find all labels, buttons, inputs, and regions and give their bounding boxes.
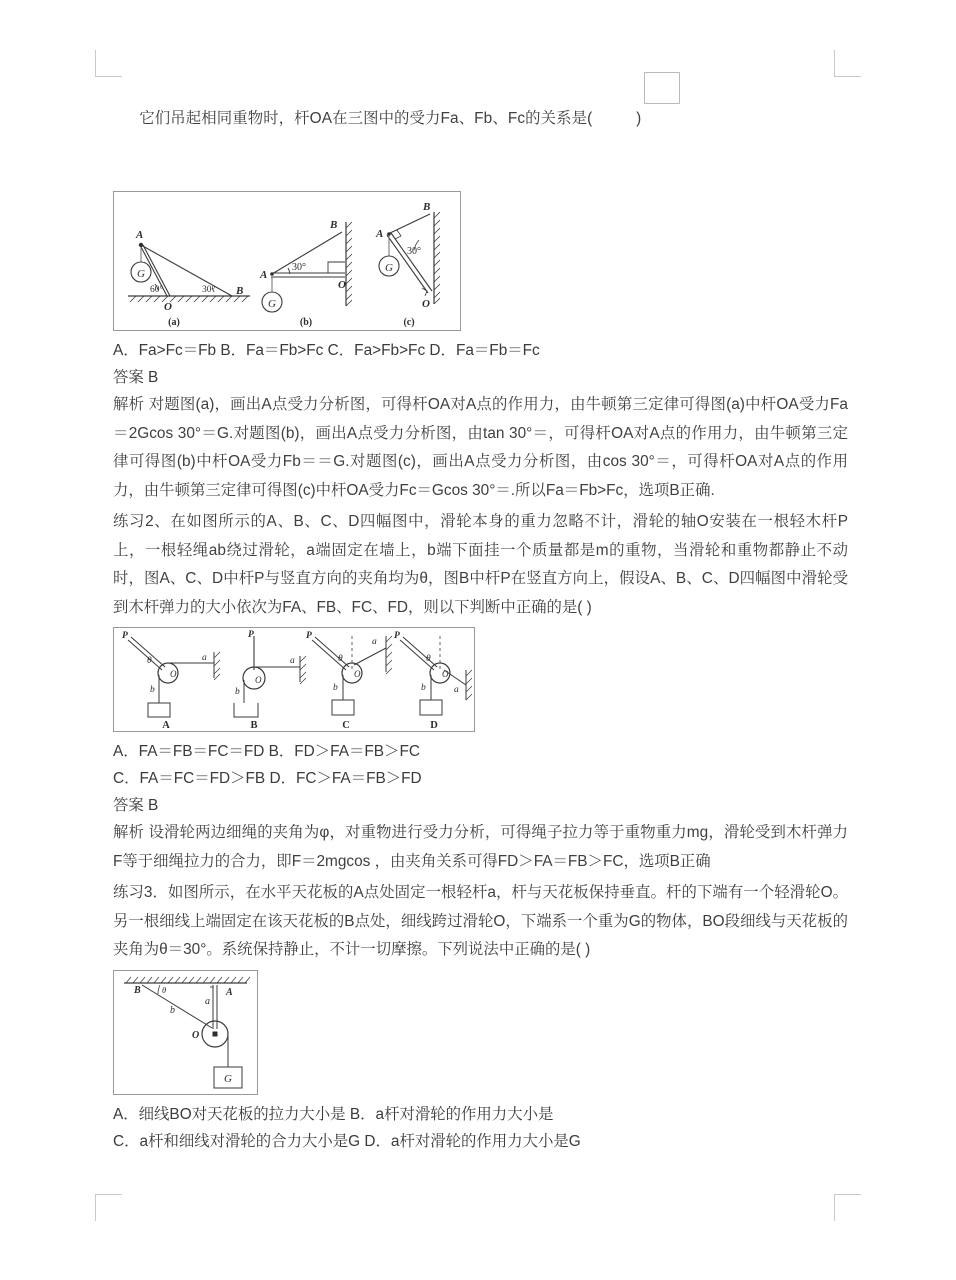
svg-text:b: b: [333, 683, 338, 693]
svg-text:b: b: [421, 683, 426, 693]
svg-text:θ: θ: [162, 984, 167, 995]
q2-figure-wrap: [113, 627, 848, 732]
svg-text:b: b: [150, 685, 155, 695]
svg-text:B: B: [134, 984, 141, 996]
svg-text:θ: θ: [338, 654, 343, 664]
svg-text:G: G: [137, 268, 145, 280]
svg-text:a: a: [372, 637, 377, 647]
svg-text:P: P: [394, 631, 400, 641]
svg-text:30°: 30°: [407, 246, 421, 257]
svg-text:O: O: [164, 301, 172, 313]
svg-text:B: B: [423, 201, 431, 213]
q1-answer: 答案 B: [113, 369, 159, 386]
svg-text:θ: θ: [147, 656, 152, 666]
q1-analysis: 解析 对题图(a)，画出A点受力分析图，可得杆OA对A点的作用力，由牛顿第三定律可得图(a)中杆OA受力Fa＝2Gcos 30°＝G.对题图(b)，画出A点受力分析图，由tan 30°＝，可得杆OA对A点的作用力，由牛顿第三定律可得图(b)中杆OA受力Fb＝＝G.对题图(c)，画出A点受力分析图，由cos 30°＝，可得杆OA对A点的作用力，由牛顿第三定律可得图(c)中杆OA受力Fc＝Gcos 30°＝.所以Fa＝Fb>Fc，选项B正确.: [113, 396, 848, 499]
svg-text:A: A: [136, 229, 144, 241]
svg-text:a: a: [454, 685, 459, 695]
svg-text:O: O: [338, 279, 346, 291]
svg-text:B: B: [250, 720, 258, 731]
q2-options-line1: A．FA＝FB＝FC＝FD B．FD＞FA＝FB＞FC: [113, 743, 420, 760]
svg-text:(c): (c): [403, 317, 415, 328]
three-rod-diagrams-svg: [114, 192, 460, 330]
svg-text:O: O: [422, 298, 430, 310]
svg-text:O: O: [442, 669, 449, 679]
crop-mark-top-left: [95, 50, 122, 77]
q3-options-line2: C．a杆和细线对滑轮的合力大小是G D．a杆对滑轮的作用力大小是G: [113, 1132, 581, 1150]
q1-options: A．Fa>Fc＝Fb B．Fa＝Fb>Fc C．Fa>Fb>Fc D．Fa＝Fb＝Fc: [113, 342, 540, 359]
q1-figure-wrap: [113, 191, 848, 331]
ceiling-pulley-diagram-svg: [114, 971, 257, 1094]
document-content: [113, 78, 848, 1155]
q1-figure: [113, 191, 461, 331]
q3-options-line1: A．细线BO对天花板的拉力大小是 B．a杆对滑轮的作用力大小是: [113, 1105, 554, 1123]
four-pulley-diagrams-svg: [114, 628, 474, 731]
svg-text:A: A: [226, 986, 233, 998]
q3-stem: 练习3．如图所示，在水平天花板的A点处固定一根轻杆a，杆与天花板保持垂直。杆的下端有一个轻滑轮O。另一根细线上端固定在该天花板的B点处，细线跨过滑轮O，下端系一个重为G的物体，BO段细线与天花板的夹角为θ＝30°。系统保持静止，不计一切摩擦。下列说法中正确的是( ): [113, 884, 848, 958]
q2-figure: [113, 627, 475, 732]
svg-text:G: G: [385, 262, 393, 274]
svg-text:O: O: [192, 1029, 200, 1041]
svg-text:P: P: [248, 630, 254, 640]
svg-text:b: b: [170, 1004, 175, 1016]
q2-analysis: 解析 设滑轮两边细绳的夹角为φ，对重物进行受力分析，可得绳子拉力等于重物重力mg，滑轮受到木杆弹力F等于细绳拉力的合力，即F＝2mgcos ，由夹角关系可得FD＞FA＝FB＞FC，选项B正确: [113, 824, 848, 870]
svg-text:G: G: [268, 298, 276, 310]
svg-text:A: A: [376, 228, 384, 240]
svg-text:30°: 30°: [202, 285, 216, 295]
svg-text:a: a: [290, 656, 295, 666]
svg-text:a: a: [202, 653, 207, 663]
svg-text:O: O: [354, 669, 361, 679]
q2-answer: 答案 B: [113, 797, 159, 814]
svg-text:A: A: [162, 720, 170, 731]
crop-mark-top-right: [834, 50, 861, 77]
svg-text:B: B: [330, 219, 338, 231]
q2-stem: 练习2、在如图所示的A、B、C、D四幅图中，滑轮本身的重力忽略不计，滑轮的轴O安装在一根轻木杆P上，一根轻绳ab绕过滑轮，a端固定在墙上，b端下面挂一个质量都是m的重物，当滑轮和重物都静止不动时，图A、C、D中杆P与竖直方向的夹角均为θ，图B中杆P在竖直方向上，假设A、B、C、D四幅图中滑轮受到木杆弹力的大小依次为FA、FB、FC、FD，则以下判断中正确的是( ): [113, 513, 848, 616]
svg-text:(a): (a): [168, 317, 180, 328]
svg-text:60°: 60°: [150, 285, 164, 295]
svg-text:(b): (b): [299, 317, 313, 328]
svg-text:D: D: [430, 720, 438, 731]
q1-stem-text: 它们吊起相同重物时，杆OA在三图中的受力Fa、Fb、Fc的关系是( ): [139, 110, 642, 127]
q3-figure-wrap: [113, 970, 848, 1095]
q1-answer-box[interactable]: [644, 72, 680, 104]
svg-text:P: P: [306, 631, 312, 641]
svg-text:O: O: [255, 675, 262, 685]
q2-options-line2: C．FA＝FC＝FD＞FB D．FC＞FA＝FB＞FD: [113, 770, 422, 787]
crop-mark-bottom-right: [834, 1194, 861, 1221]
svg-text:30°: 30°: [292, 262, 306, 273]
svg-text:B: B: [236, 285, 244, 297]
q3-figure: [113, 970, 258, 1095]
svg-text:C: C: [342, 720, 350, 731]
svg-text:O: O: [170, 669, 177, 679]
svg-text:A: A: [260, 269, 268, 281]
svg-text:θ: θ: [426, 654, 431, 664]
q1-stem: [113, 78, 848, 186]
svg-text:b: b: [235, 687, 240, 697]
svg-text:P: P: [122, 631, 128, 641]
svg-text:G: G: [224, 1072, 232, 1085]
crop-mark-bottom-left: [95, 1194, 122, 1221]
svg-text:a: a: [205, 995, 210, 1007]
